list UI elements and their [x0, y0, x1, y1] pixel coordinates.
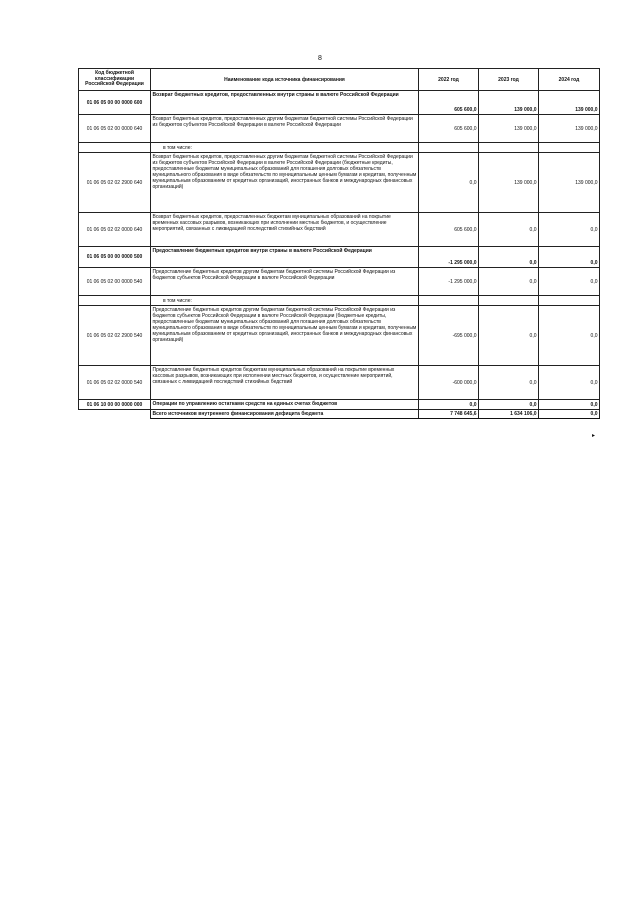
row-value-2024: 139 000,0: [539, 91, 600, 115]
row-value-2022: -1 295 000,0: [419, 268, 479, 296]
row-value-2024: 0,0: [539, 247, 600, 268]
header-2022: 2022 год: [419, 69, 479, 91]
row-value-2022: 605 600,0: [419, 115, 479, 143]
row-code: 01 06 05 00 00 0000 600: [79, 91, 151, 115]
total-name: Всего источников внутреннего финансирования дефицита бюджета: [151, 410, 419, 419]
table-row: [79, 153, 600, 213]
row-value-2024: 0,0: [539, 366, 600, 400]
row-value-2023: 139 000,0: [479, 115, 539, 143]
row-value-2023: 0,0: [479, 213, 539, 247]
row-name: Возврат бюджетных кредитов, предоставленных внутри страны в валюте Российской Федерации: [151, 91, 419, 115]
row-name: Предоставление бюджетных кредитов другим бюджетам бюджетной системы Российской Федерации из бюджетов субъектов Российской Федерации в валюте Российской Федерации (бюджетные кредиты, предоставленные бюджетам муниципальных образований для погашения долговых обязательств муниципального образования в виде обязательств по муниципальным ценным бумагам и кредитам, полученным муниципальным образованием от кредитных организаций, иностранных банков и международных финансовых организаций): [151, 306, 419, 366]
row-name: в том числе:: [151, 296, 419, 306]
row-value-2023: 139 000,0: [479, 91, 539, 115]
row-value-2022: 605 600,0: [419, 213, 479, 247]
row-value-2022: 0,0: [419, 153, 479, 213]
row-value-2024: 0,0: [539, 213, 600, 247]
row-value-2024: 139 000,0: [539, 153, 600, 213]
row-value-2023: 0,0: [479, 306, 539, 366]
total-code-empty: [79, 410, 151, 419]
table-row: [79, 143, 600, 153]
row-value-2023: [479, 296, 539, 306]
header-2023: 2023 год: [479, 69, 539, 91]
row-name: Операции по управлению остатками средств на единых счетах бюджетов: [151, 400, 419, 410]
row-value-2023: 139 000,0: [479, 153, 539, 213]
total-value-2022: 7 748 645,6: [419, 410, 479, 419]
row-value-2023: [479, 143, 539, 153]
row-value-2023: 0,0: [479, 366, 539, 400]
table-row: [79, 268, 600, 296]
row-value-2022: -1 295 000,0: [419, 247, 479, 268]
row-name: Предоставление бюджетных кредитов другим бюджетам бюджетной системы Российской Федерации из бюджетов субъектов Российской Федерации в валюте Российской Федерации: [151, 268, 419, 296]
row-name: Возврат бюджетных кредитов, предоставленных другим бюджетам бюджетной системы Российской Федерации из бюджетов субъектов Российской Федерации в валюте Российской Федерации: [151, 115, 419, 143]
row-value-2022: 0,0: [419, 400, 479, 410]
row-value-2022: [419, 143, 479, 153]
row-value-2023: 0,0: [479, 247, 539, 268]
total-value-2024: 0,0: [539, 410, 600, 419]
row-code: [79, 143, 151, 153]
row-code: 01 06 05 02 00 0000 640: [79, 115, 151, 143]
row-value-2022: -695 000,0: [419, 306, 479, 366]
table-row: [79, 400, 600, 410]
header-2024: 2024 год: [539, 69, 600, 91]
row-value-2024: 139 000,0: [539, 115, 600, 143]
total-value-2023: 1 634 106,0: [479, 410, 539, 419]
row-code: 01 06 05 02 00 0000 540: [79, 268, 151, 296]
row-value-2024: 0,0: [539, 268, 600, 296]
row-code: [79, 296, 151, 306]
row-value-2023: 0,0: [479, 400, 539, 410]
row-code: 01 06 05 02 02 0000 640: [79, 213, 151, 247]
corner-mark: ▸: [592, 433, 596, 439]
table-row: [79, 213, 600, 247]
row-code: 01 06 05 02 02 2900 540: [79, 306, 151, 366]
row-value-2023: 0,0: [479, 268, 539, 296]
row-value-2024: [539, 296, 600, 306]
row-name: Предоставление бюджетных кредитов бюджетам муниципальных образований на покрытие временных кассовых разрывов, возникающих при исполнении местных бюджетов, и осуществление мероприятий, связанных с ликвидацией последствий стихийных бедствий: [151, 366, 419, 400]
row-value-2024: 0,0: [539, 400, 600, 410]
row-value-2024: [539, 143, 600, 153]
row-value-2022: [419, 296, 479, 306]
row-code: 01 06 05 02 02 0000 540: [79, 366, 151, 400]
row-value-2022: 605 600,0: [419, 91, 479, 115]
row-name: Возврат бюджетных кредитов, предоставленных бюджетам муниципальных образований на покрытие временных кассовых разрывов, возникающих при исполнении местных бюджетов, и осуществление мероприятий, связанных с ликвидацией последствий стихийных бедствий: [151, 213, 419, 247]
table-row: [79, 115, 600, 143]
row-name: Предоставление бюджетных кредитов внутри страны в валюте Российской Федерации: [151, 247, 419, 268]
row-name: в том числе:: [151, 143, 419, 153]
header-code: Код бюджетной классификации Российской Федерации: [79, 69, 151, 91]
header-name: Наименование кода источника финансирования: [151, 69, 419, 91]
row-value-2022: -600 000,0: [419, 366, 479, 400]
row-code: 01 06 05 00 00 0000 500: [79, 247, 151, 268]
row-code: 01 06 05 02 02 2900 640: [79, 153, 151, 213]
table-row: [79, 306, 600, 366]
row-code: 01 06 10 00 00 0000 000: [79, 400, 151, 410]
row-name: Возврат бюджетных кредитов, предоставленных другим бюджетам бюджетной системы Российской Федерации из бюджетов субъектов Российской Федерации в валюте Российской Федерации (бюджетные кредиты, предоставленные бюджетам муниципальных образований для погашения долговых обязательств муниципального образования в виде обязательств по муниципальным ценным бумагам и кредитам, полученным муниципальным образованием от кредитных организаций, иностранных банков и международных финансовых организаций): [151, 153, 419, 213]
total-row: [79, 410, 600, 419]
table-row: [79, 91, 600, 115]
table-row: [79, 247, 600, 268]
row-value-2024: 0,0: [539, 306, 600, 366]
table-row: [79, 366, 600, 400]
table-header-row: [79, 69, 600, 91]
budget-sources-table: [78, 68, 600, 419]
page-number: 8: [318, 55, 322, 62]
table-row: [79, 296, 600, 306]
